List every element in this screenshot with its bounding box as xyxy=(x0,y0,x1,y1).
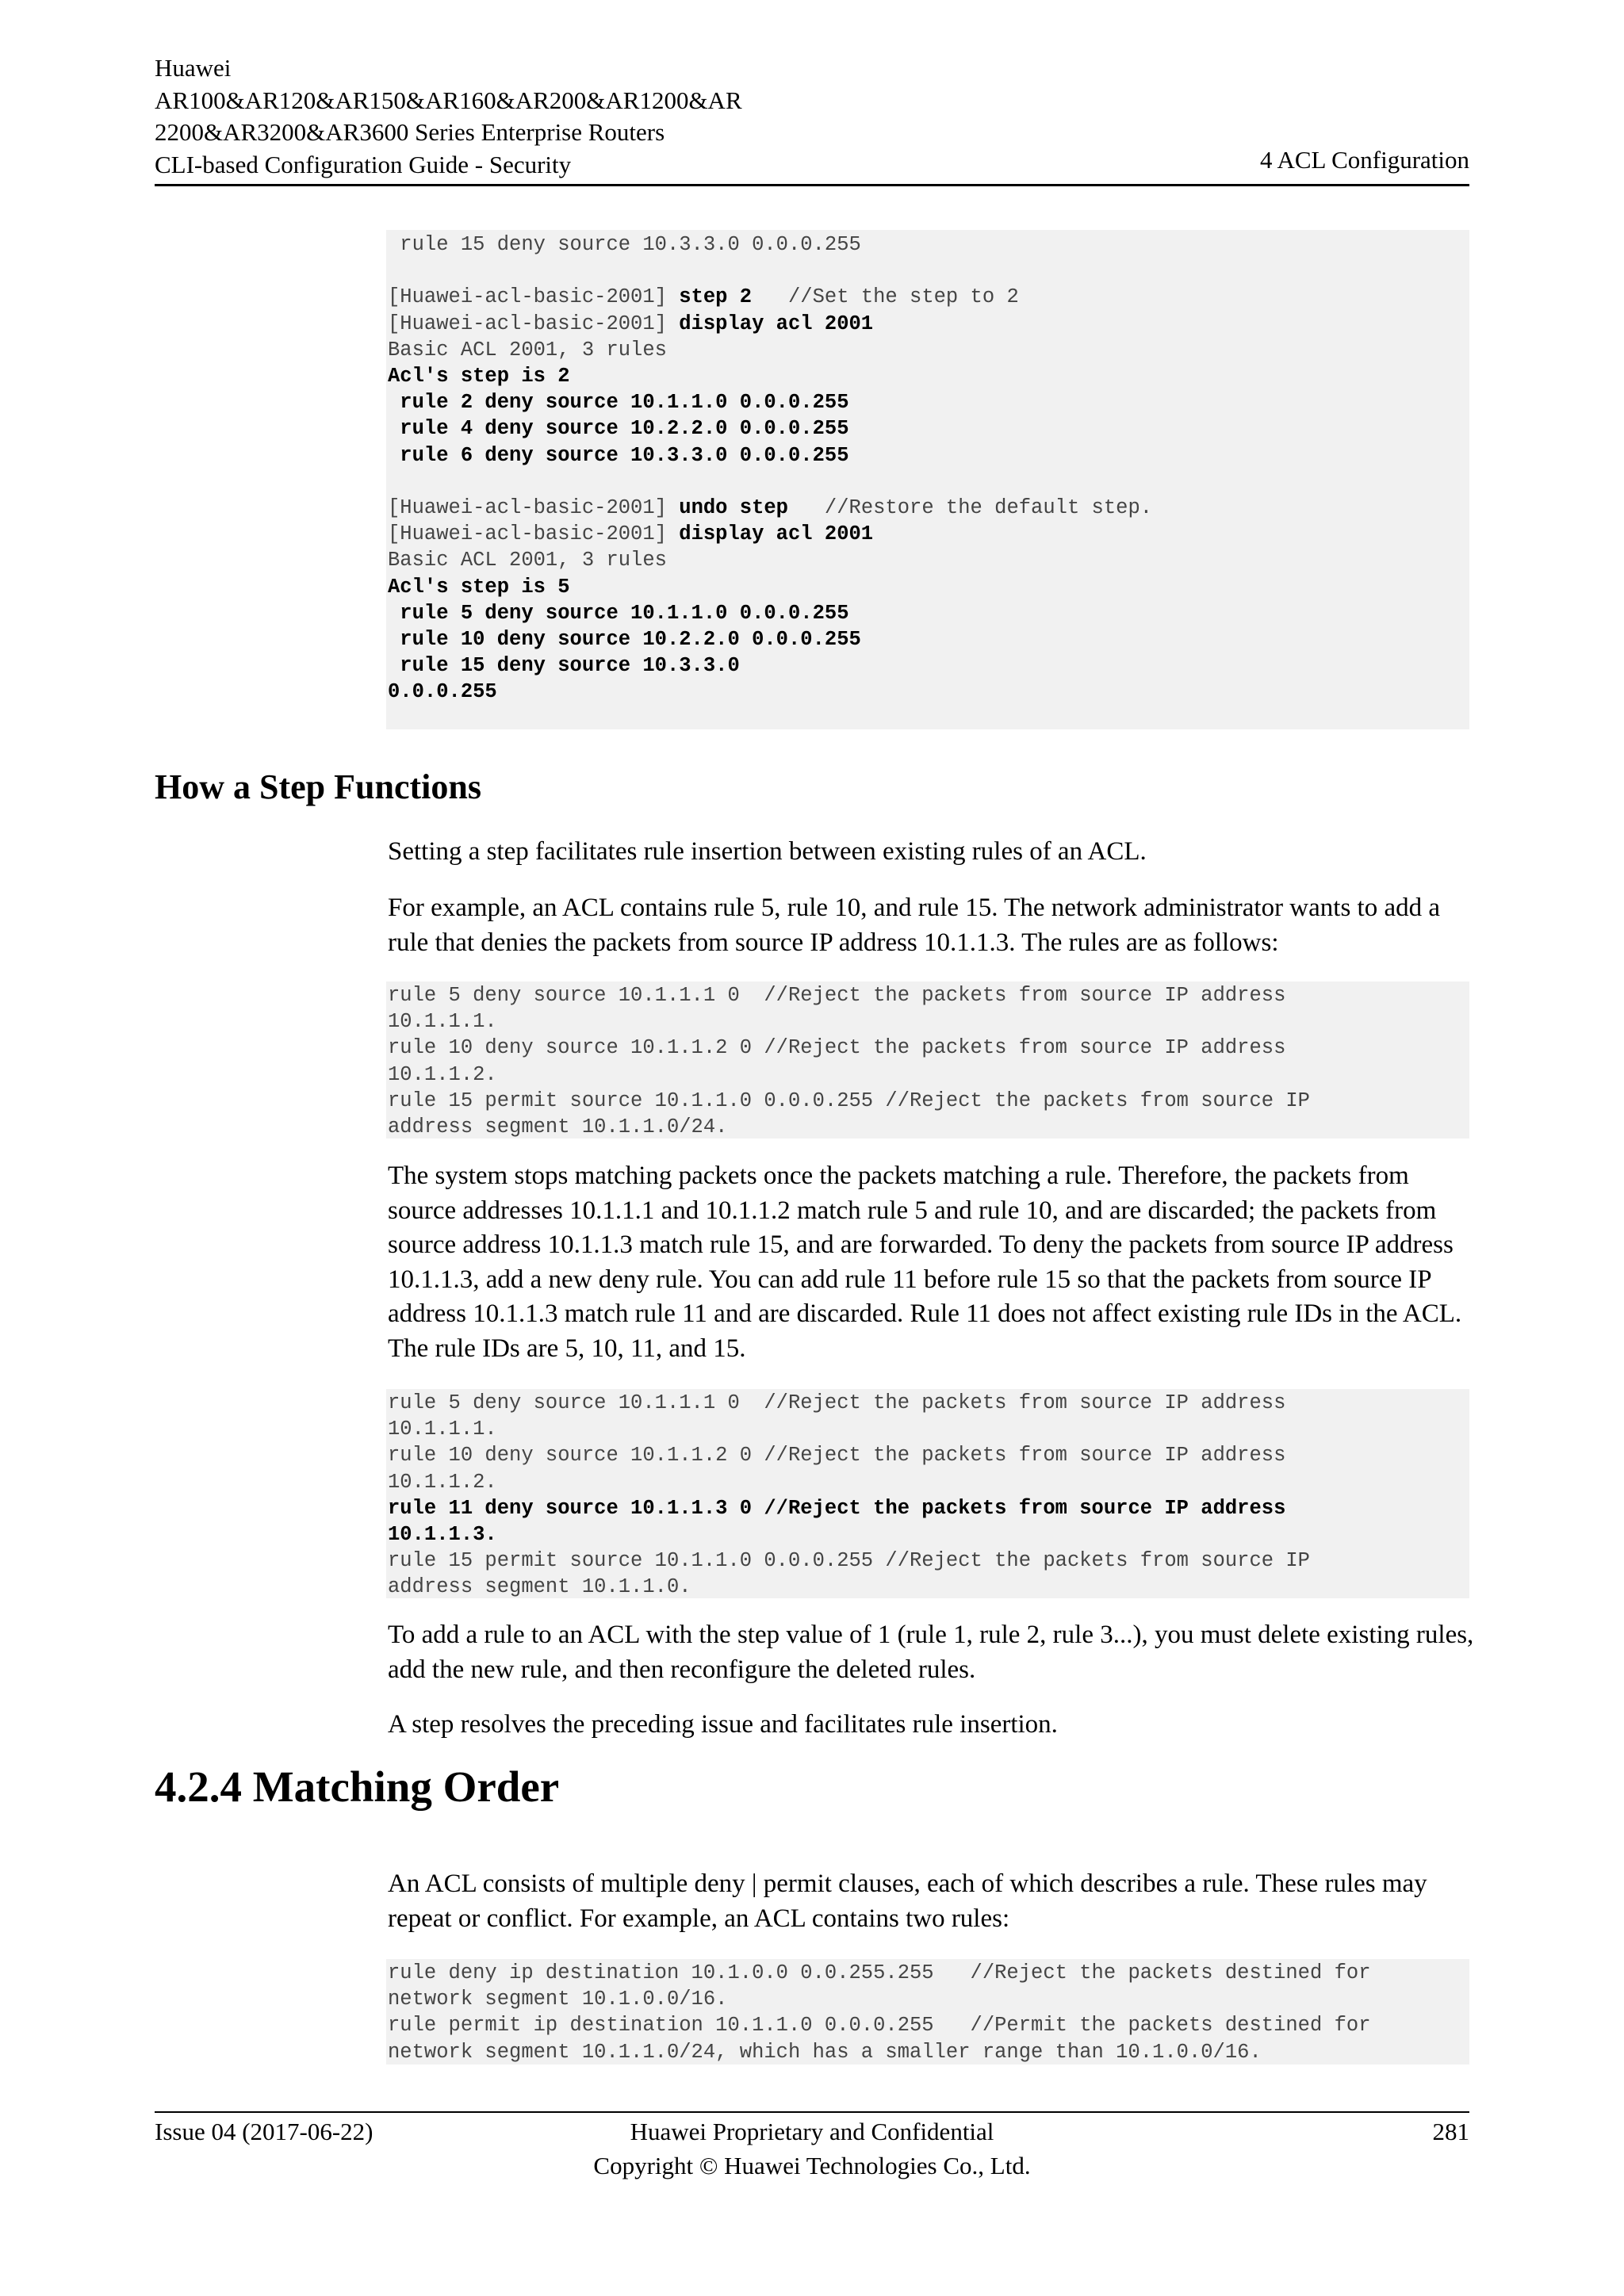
code-line xyxy=(388,679,1468,705)
code-line xyxy=(388,442,1468,469)
code-text: address segment 10.1.1.0. xyxy=(388,1575,691,1599)
code-line xyxy=(388,600,1468,626)
header-company: Huawei xyxy=(155,54,232,82)
code-text-bold: rule 10 deny source 10.2.2.0 0.0.0.255 xyxy=(388,628,861,652)
code-block-rules-before xyxy=(386,982,1469,1138)
code-text: Basic ACL 2001, 3 rules xyxy=(388,338,667,362)
code-line xyxy=(388,1390,1468,1416)
code-text: rule 10 deny source 10.1.1.2 0 //Reject the packets from source IP address xyxy=(388,1444,1286,1468)
code-text: address segment 10.1.1.0/24. xyxy=(388,1115,728,1139)
code-line xyxy=(388,1574,1468,1600)
code-line xyxy=(388,389,1468,415)
code-text-bold: step 2 xyxy=(679,285,753,309)
code-line xyxy=(388,626,1468,652)
code-text: //Set the step to 2 xyxy=(752,285,1019,309)
code-text: 10.1.1.2. xyxy=(388,1470,497,1494)
code-line xyxy=(388,652,1468,679)
code-line xyxy=(388,1088,1468,1114)
code-text: 10.1.1.1. xyxy=(388,1418,497,1441)
code-line xyxy=(388,2039,1468,2065)
paragraph-acl-clauses: An ACL consists of multiple deny | permit clauses, each of which describes a rule. These rules may repeat or conflict. For example, an ACL contains two rules: xyxy=(388,1869,1427,1933)
code-line xyxy=(388,1442,1468,1468)
code-line xyxy=(388,574,1468,600)
code-text-bold: display acl 2001 xyxy=(679,312,874,335)
code-text: rule permit ip destination 10.1.1.0 0.0.0.255 //Permit the packets destined for xyxy=(388,2014,1371,2038)
paragraph-step-intro: Setting a step facilitates rule insertion between existing rules of an ACL. xyxy=(388,837,1147,866)
code-text: network segment 10.1.1.0/24, which has a smaller range than 10.1.0.0/16. xyxy=(388,2040,1262,2064)
code-text: rule 15 permit source 10.1.1.0 0.0.0.255 //Reject the packets from source IP xyxy=(388,1549,1310,1573)
code-text-bold: 10.1.1.3. xyxy=(388,1523,497,1547)
code-line xyxy=(388,1521,1468,1548)
header-product-line-2: 2200&AR3200&AR3600 Series Enterprise Routers xyxy=(155,118,665,146)
code-line xyxy=(388,415,1468,442)
footer-divider xyxy=(155,2111,1469,2113)
code-line xyxy=(388,495,1468,521)
code-line xyxy=(388,1008,1468,1035)
code-text-bold: display acl 2001 xyxy=(679,522,874,546)
code-line xyxy=(388,258,1468,284)
paragraph-step-resolves: A step resolves the preceding issue and facilitates rule insertion. xyxy=(388,1710,1058,1739)
code-text: 10.1.1.2. xyxy=(388,1062,497,1086)
code-line xyxy=(388,337,1468,363)
code-text-bold: rule 11 deny source 10.1.1.3 0 //Reject the packets from source IP address xyxy=(388,1496,1286,1520)
footer-confidential: Huawei Proprietary and Confidential xyxy=(630,2118,994,2145)
code-line xyxy=(388,1062,1468,1088)
code-line xyxy=(388,1960,1468,1986)
code-line xyxy=(388,1548,1468,1574)
code-text: //Restore the default step. xyxy=(788,496,1153,519)
code-block-conflicting-rules xyxy=(386,1959,1469,2064)
code-text: rule 15 deny source 10.3.3.0 0.0.0.255 xyxy=(388,233,861,256)
section-heading-matching-order: 4.2.4 Matching Order xyxy=(155,1762,560,1811)
code-text: rule 10 deny source 10.1.1.2 0 //Reject the packets from source IP address xyxy=(388,1036,1286,1060)
header-divider xyxy=(155,184,1469,186)
code-text: Basic ACL 2001, 3 rules xyxy=(388,549,667,572)
code-text-bold: undo step xyxy=(679,496,788,519)
code-line xyxy=(388,469,1468,495)
code-line xyxy=(388,1416,1468,1442)
code-block-rules-after xyxy=(386,1389,1469,1598)
code-block-step-example xyxy=(386,230,1469,729)
paragraph-example: For example, an ACL contains rule 5, rule 10, and rule 15. The network administrator wants to add a rule that denies the packets from source IP address 10.1.1.3. The rules are as follows: xyxy=(388,894,1441,957)
code-text: rule 5 deny source 10.1.1.1 0 //Reject the packets from source IP address xyxy=(388,1391,1286,1414)
code-line xyxy=(388,311,1468,337)
footer-issue: Issue 04 (2017-06-22) xyxy=(155,2118,373,2145)
code-text-bold: Acl's step is 5 xyxy=(388,575,570,599)
code-line xyxy=(388,521,1468,547)
code-line xyxy=(388,1035,1468,1061)
code-text: rule deny ip destination 10.1.0.0 0.0.255.255 //Reject the packets destined for xyxy=(388,1961,1371,1984)
code-line xyxy=(388,1986,1468,2012)
section-heading-how-step: How a Step Functions xyxy=(155,767,481,806)
code-text-bold: Acl's step is 2 xyxy=(388,365,570,388)
code-text-bold: rule 4 deny source 10.2.2.0 0.0.0.255 xyxy=(388,417,849,441)
code-line xyxy=(388,547,1468,573)
code-line xyxy=(388,363,1468,389)
code-line xyxy=(388,1495,1468,1521)
code-text-bold: rule 5 deny source 10.1.1.0 0.0.0.255 xyxy=(388,601,849,625)
footer-page-number: 281 xyxy=(1432,2118,1469,2145)
code-text: [Huawei-acl-basic-2001] xyxy=(388,496,680,519)
code-text-bold: rule 6 deny source 10.3.3.0 0.0.0.255 xyxy=(388,443,849,467)
page-header xyxy=(155,52,1469,181)
code-text: [Huawei-acl-basic-2001] xyxy=(388,522,680,546)
code-text: [Huawei-acl-basic-2001] xyxy=(388,312,680,335)
paragraph-matching-explanation: The system stops matching packets once the packets matching a rule. Therefore, the packets from source addresses 10.1.1.1 and 10.1.1.2 match rule 5 and rule 10, and are discarded; the packets from source address 10.1.1.3 match rule 15, and are forwarded. To deny the packets from source IP address 10.1.1.3, add a new deny rule. You can add rule 11 before rule 15 so that the packets from source IP address 10.1.1.3 match rule 11 and are discarded. Rule 11 does not affect existing rule IDs in the ACL. The rule IDs are 5, 10, 11, and 15. xyxy=(388,1161,1462,1363)
footer-center xyxy=(155,2114,1469,2183)
code-text: network segment 10.1.0.0/16. xyxy=(388,1988,728,2011)
code-text-bold: 0.0.0.255 xyxy=(388,680,497,704)
footer-copyright: Copyright © Huawei Technologies Co., Ltd. xyxy=(593,2152,1031,2179)
code-line xyxy=(388,232,1468,258)
code-text-bold: rule 15 deny source 10.3.3.0 xyxy=(388,654,740,678)
header-product-line-1: AR100&AR120&AR150&AR160&AR200&AR1200&AR xyxy=(155,86,742,114)
code-text-bold: rule 2 deny source 10.1.1.0 0.0.0.255 xyxy=(388,391,849,415)
code-line xyxy=(388,1469,1468,1495)
code-line xyxy=(388,2012,1468,2038)
header-guide-title: CLI-based Configuration Guide - Security xyxy=(155,150,572,178)
code-text: 10.1.1.1. xyxy=(388,1010,497,1034)
code-line xyxy=(388,982,1468,1008)
header-chapter: 4 ACL Configuration xyxy=(1259,146,1469,174)
code-text: rule 5 deny source 10.1.1.1 0 //Reject the packets from source IP address xyxy=(388,984,1286,1007)
code-text: [Huawei-acl-basic-2001] xyxy=(388,285,680,309)
code-line xyxy=(388,284,1468,310)
code-line xyxy=(388,1114,1468,1140)
code-text: rule 15 permit source 10.1.1.0 0.0.0.255 //Reject the packets from source IP xyxy=(388,1089,1310,1112)
paragraph-step-one: To add a rule to an ACL with the step value of 1 (rule 1, rule 2, rule 3...), you must delete existing rules, add the new rule, and then reconfigure the deleted rules. xyxy=(388,1621,1474,1684)
